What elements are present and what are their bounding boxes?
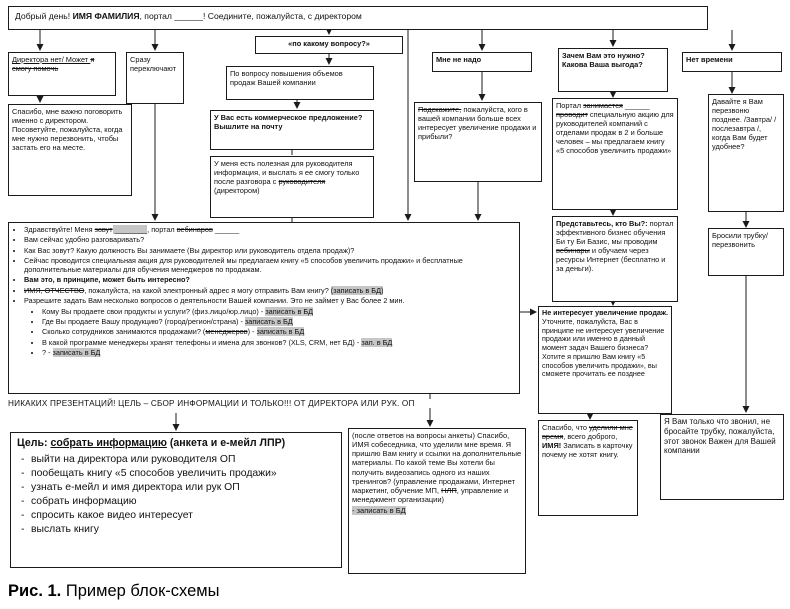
list-item: - пообещать книгу «5 способов увеличить продажи»	[17, 467, 335, 480]
figure-caption: Рис. 1. Пример блок-схемы	[8, 582, 220, 600]
list-item: - выслать книгу	[17, 523, 335, 536]
list-item: • Кому Вы продаете свои продукты и услуги? (физ.лицо/юр.лицо) - записать в БД	[42, 308, 516, 317]
box-why-need: Зачем Вам это нужно? Какова Ваша выгода?	[558, 48, 668, 92]
list-item: • Разрешите задать Вам несколько вопросов о деятельности Вашей компании. Это не займет у Вас более 2 мин.	[24, 297, 516, 306]
list-item: - узнать е-мейл и имя директора или рук ОП	[17, 481, 335, 494]
list-item: • Вам сейчас удобно разговаривать?	[24, 236, 516, 245]
list-item: • Здравствуйте! Меня зовут ________, портал вебинаров ______	[24, 226, 516, 235]
db-note: - записать в БД	[352, 506, 406, 516]
list-item: • Сейчас проводится специальная акция для руководителей мы предлагаем книгу «5 способов увеличить продажи» и бесплатные дополнительные материалы для обучения менеджеров по продажам.	[24, 257, 516, 275]
list-item: - собрать информацию	[17, 495, 335, 508]
list-item: • Сколько сотрудников занимаются продажами? (менеджеров) - записать в БД	[42, 328, 516, 337]
box-who-interested: Подскажите, пожалуйста, кого в вашей компании больше всех интересует увеличение продажи и прибыли?	[414, 102, 542, 182]
goal-list	[17, 453, 335, 536]
box-no-time: Нет времени	[682, 52, 782, 72]
box-not-interested: Не интересует увеличение продаж. Уточните, пожалуйста, Вас в принципе не интересует увеличение продажи или именно в данный момент задач Вашего бизнеса? Хотите я пришлю Вам книгу «5 способов увеличить продажи», вы сможете прочитать ее позднее	[538, 306, 672, 414]
goal-heading: Цель: собрать информацию (анкета и е-мейл ЛПР)	[17, 437, 286, 449]
after-survey-text: (после ответов на вопросы анкеты) Спасибо, ИМЯ собеседника, что уделили мне время. Я пришлю Вам книгу и ссылки на дополнительные материалы. По какой теме Вы хотели бы получить видеозапись одного из наших тренингов? (управление продажами, Интернет маркетинг, обучение МП, НЛП, управление и менеджмент организации)	[352, 431, 522, 504]
box-useful-info: У меня есть полезная для руководителя информация, и выслать я ее смогу только после разговора с руководителя (директором)	[210, 156, 374, 218]
list-item: • Как Вас зовут? Какую должность Вы занимаете (Вы директор или руководитель отдела продаж)?	[24, 247, 516, 256]
note-no-presentations: НИКАКИХ ПРЕЗЕНТАЦИЙ! ЦЕЛЬ – СБОР ИНФОРМАЦИИ И ТОЛЬКО!!! ОТ ДИРЕКТОРА ИЛИ РУК. ОП	[8, 399, 522, 408]
list-item: • Где Вы продаете Вашу продукцию? (город/регион/страна) - записать в БД	[42, 318, 516, 327]
box-just-called: Я Вам только что звонил, не бросайте трубку, пожалуйста, этот звонок Важен для Вашей компании	[660, 414, 784, 500]
box-dont-need: Мне не надо	[432, 52, 532, 72]
box-commercial-offer: У Вас есть коммерческое предложение? Вышлите на почту	[210, 110, 374, 150]
list-item: • ИМЯ, ОТЧЕСТВО, пожалуйста, на какой электронный адрес я могу отправить Вам книгу? (записать в БД)	[24, 287, 516, 296]
box-no-director: Директора нет/ Может я смогу помочь	[8, 52, 116, 96]
box-thanks-director: Спасибо, мне важно поговорить именно с директором. Посоветуйте, пожалуйста, когда мне нужно перезвонить, чтобы застать его на месте.	[8, 104, 132, 196]
box-after-survey	[348, 428, 526, 574]
box-sales-increase-question: По вопросу повышения объемов продаж Вашей компании	[226, 66, 374, 100]
list-item: • В какой программе менеджеры хранят телефоны и имена для звонков? (XLS, CRM, нет БД) - зап. в БД	[42, 339, 516, 348]
box-hung-up: Бросили трубку/ перезвонить	[708, 228, 784, 276]
box-greeting: Добрый день! ИМЯ ФАМИЛИЯ, портал ______! Соедините, пожалуйста, с директором	[8, 6, 708, 30]
list-item: - выйти на директора или руководителя ОП	[17, 453, 335, 466]
box-goal	[10, 432, 342, 568]
box-what-question: «по какому вопросу?»	[255, 36, 403, 54]
list-item: - спросить какое видео интересует	[17, 509, 335, 522]
box-introduce-yourself: Представьтесь, кто Вы?: портал эффективного бизнес обучения Би ту Би Базис, мы проводим вебинары и обучаем через ресурсы Интернет (бесплатно и за деньги).	[552, 216, 678, 302]
box-instant-transfer: Сразу переключают	[126, 52, 184, 104]
box-thanks-goodbye: Спасибо, что уделили мне время, всего доброго, ИМЯ! Записать в карточку почему не хотят книгу.	[538, 420, 638, 516]
box-call-script	[8, 222, 520, 394]
box-portal-promo: Портал занимается ______ проводит специальную акцию для руководителей компаний с отделами продаж в 2 и больше человек – мы предлагаем книгу «5 способов увеличить продажи»	[552, 98, 678, 210]
list-item: • Вам это, в принципе, может быть интересно?	[24, 276, 516, 285]
list-item: • ? - записать в БД	[42, 349, 516, 358]
script-sub-bullets	[12, 308, 516, 358]
script-bullets	[12, 226, 516, 306]
box-call-later: Давайте я Вам перезвоню позднее. /Завтра/ /послезавтра /, когда Вам будет удобнее?	[708, 94, 784, 212]
